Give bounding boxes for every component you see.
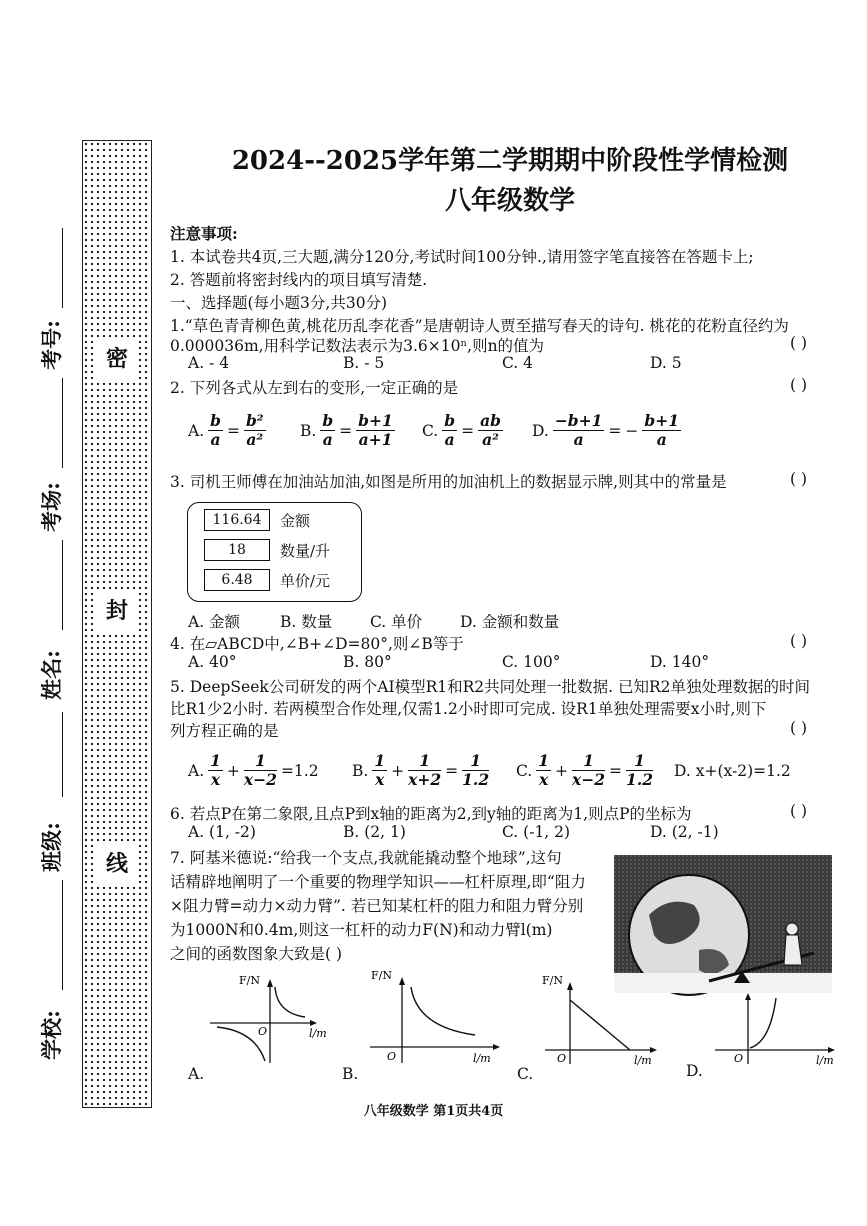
meter-label: 单价/元 <box>280 571 331 590</box>
question-3-stem: 3. 司机王师傅在加油站加油,如图是所用的加油机上的数据显示牌,则其中的常量是 <box>170 473 727 491</box>
question-7-stem: 为1000N和0.4m,则这一杠杆的动力F(N)和动力臂l(m) <box>170 921 553 939</box>
x-axis-label: l/m <box>816 1054 834 1067</box>
margin-line <box>62 540 63 630</box>
margin-line <box>62 378 63 468</box>
answer-paren: ( ) <box>790 719 808 737</box>
line <box>570 1000 630 1050</box>
option-a: A. $\frac{1}{x}$ + $\frac{1}{x-2}$ =1.2 <box>188 751 319 789</box>
margin-line <box>62 712 63 797</box>
option-b: B. 数量 <box>280 613 333 631</box>
option-b: B. - 5 <box>343 354 385 372</box>
question-1-stem: 0.000036m,用科学记数法表示为3.6×10ⁿ,则n的值为 <box>170 337 545 355</box>
section-heading: 一、选择题(每小题3分,共30分) <box>170 294 388 312</box>
seal-char: 线 <box>97 845 137 885</box>
class-label: 班级: <box>38 822 64 872</box>
graph-option-a: A. <box>188 1065 205 1083</box>
school-label: 学校: <box>38 1010 64 1060</box>
graph-a <box>205 974 327 1065</box>
graph-b <box>365 965 505 1065</box>
graph-option-c: C. <box>517 1065 534 1083</box>
meter-value: 116.64 <box>204 509 270 531</box>
y-axis-arrow <box>745 993 751 1000</box>
fuel-meter-display <box>187 502 362 602</box>
x-axis-arrow <box>493 1044 500 1050</box>
page-title: 2024--2025学年第二学期期中阶段性学情检测 <box>231 146 789 176</box>
exam-room-label: 考场: <box>38 482 64 532</box>
option-a: A. - 4 <box>188 354 230 372</box>
question-2-stem: 2. 下列各式从左到右的变形,一定正确的是 <box>170 379 459 397</box>
curve <box>750 998 776 1048</box>
x-axis-label: l/m <box>309 1027 327 1040</box>
answer-paren: ( ) <box>790 334 808 352</box>
answer-paren: ( ) <box>790 632 808 650</box>
option-c: C. 100° <box>502 653 561 671</box>
question-5-stem: 列方程正确的是 <box>170 722 279 740</box>
graph-option-d: D. <box>686 1062 703 1080</box>
answer-paren: ( ) <box>790 376 808 394</box>
name-label: 姓名: <box>38 650 64 700</box>
option-b: B. $\frac{1}{x}$ + $\frac{1}{x+2}$ = $\frac{1}{1.2}$ <box>352 751 490 789</box>
graph-d <box>710 990 840 1065</box>
option-c: C. (-1, 2) <box>502 823 571 841</box>
graph-c <box>540 970 670 1065</box>
question-5-stem: 比R1少2小时. 若两模型合作处理,仅需1.2小时即可完成. 设R1单独处理需要x小时,则下 <box>170 700 767 718</box>
archimedes-figure-head <box>786 923 798 935</box>
question-7-stem: 话精辟地阐明了一个重要的物理学知识——杠杆原理,即“阻力 <box>170 873 586 891</box>
x-axis-label: l/m <box>634 1054 652 1067</box>
y-axis-label: F/N <box>239 974 260 987</box>
option-b: B. (2, 1) <box>343 823 406 841</box>
option-d: D. 金额和数量 <box>460 613 560 631</box>
meter-row <box>204 509 310 531</box>
graph-option-b: B. <box>342 1065 359 1083</box>
answer-paren: ( ) <box>790 802 808 820</box>
page-subtitle: 八年级数学 <box>444 186 575 216</box>
origin-label: O <box>387 1050 397 1063</box>
question-5-stem: 5. DeepSeek公司研发的两个AI模型R1和R2共同处理一批数据. 已知R2单独处理数据的时间 <box>170 678 811 696</box>
x-axis-label: l/m <box>473 1052 491 1065</box>
option-c: C. 4 <box>502 354 534 372</box>
option-a: A. (1, -2) <box>188 823 256 841</box>
x-axis-arrow <box>828 1047 835 1053</box>
y-axis-label: F/N <box>542 974 563 987</box>
meter-value: 6.48 <box>204 569 270 591</box>
origin-label: O <box>557 1052 567 1065</box>
x-axis-arrow <box>650 1047 657 1053</box>
option-a: A. 金额 <box>188 613 241 631</box>
option-d: D. 140° <box>650 653 710 671</box>
notice-item: 1. 本试卷共4页,三大题,满分120分,考试时间100分钟.,请用签字笔直接答在答题卡上; <box>170 248 754 266</box>
meter-label: 金额 <box>280 511 311 530</box>
question-1-stem: 1.“草色青青柳色黄,桃花历乱李花香”是唐朝诗人贾至描写春天的诗句. 桃花的花粉直径约为 <box>170 317 789 335</box>
exam-number-label: 考号: <box>38 320 64 370</box>
question-7-stem: 7. 阿基米德说:“给我一个支点,我就能撬动整个地球”,这句 <box>170 849 562 867</box>
curve <box>411 987 475 1035</box>
option-b: B. 80° <box>343 653 392 671</box>
margin-line <box>62 880 63 990</box>
page-footer: 八年级数学 第1页共4页 <box>363 1104 504 1119</box>
option-d: D. $\frac{-b+1}{a}$ = − $\frac{b+1}{a}$ <box>532 411 680 449</box>
y-axis-label: F/N <box>371 969 392 982</box>
option-a: A. $\frac{b}{a}$ = $\frac{\text{b²}}{\text{a²}}$ <box>188 411 264 449</box>
option-d: D. 5 <box>650 354 682 372</box>
curve-branch-1 <box>275 987 305 1017</box>
notice-item: 2. 答题前将密封线内的项目填写清楚. <box>170 271 428 289</box>
option-d: D. x+(x-2)=1.2 <box>674 762 791 780</box>
margin-line <box>62 228 63 308</box>
meter-label: 数量/升 <box>280 541 331 560</box>
option-c: C. $\frac{b}{a}$ = $\frac{ab}{\text{a²}}$ <box>422 411 501 449</box>
question-7-stem: ×阻力臂=动力×动力臂”. 若已知某杠杆的阻力和阻力臂分别 <box>170 897 584 915</box>
origin-label: O <box>258 1025 268 1038</box>
y-axis-arrow <box>267 979 273 987</box>
meter-row <box>204 539 330 561</box>
y-axis-arrow <box>567 982 573 990</box>
answer-paren: ( ) <box>790 470 808 488</box>
x-axis-arrow <box>310 1020 317 1026</box>
option-d: D. (2, -1) <box>650 823 719 841</box>
option-b: B. $\frac{b}{a}$ = $\frac{b+1}{a+1}$ <box>300 411 393 449</box>
meter-value: 18 <box>204 539 270 561</box>
question-7-stem: 之间的函数图象大致是( ) <box>170 945 343 963</box>
option-c: C. 单价 <box>370 613 423 631</box>
option-c: C. $\frac{1}{x}$ + $\frac{1}{x-2}$ = $\frac{1}{1.2}$ <box>516 751 654 789</box>
question-6-stem: 6. 若点P在第二象限,且点P到x轴的距离为2,到y轴的距离为1,则点P的坐标为 <box>170 805 692 823</box>
y-axis-arrow <box>399 977 405 985</box>
seal-char: 密 <box>97 340 137 380</box>
notice-heading: 注意事项: <box>170 224 238 243</box>
question-4-stem: 4. 在▱ABCD中,∠B+∠D=80°,则∠B等于 <box>170 635 464 653</box>
option-a: A. 40° <box>188 653 237 671</box>
meter-row <box>204 569 330 591</box>
seal-char: 封 <box>97 592 137 632</box>
origin-label: O <box>734 1052 744 1065</box>
